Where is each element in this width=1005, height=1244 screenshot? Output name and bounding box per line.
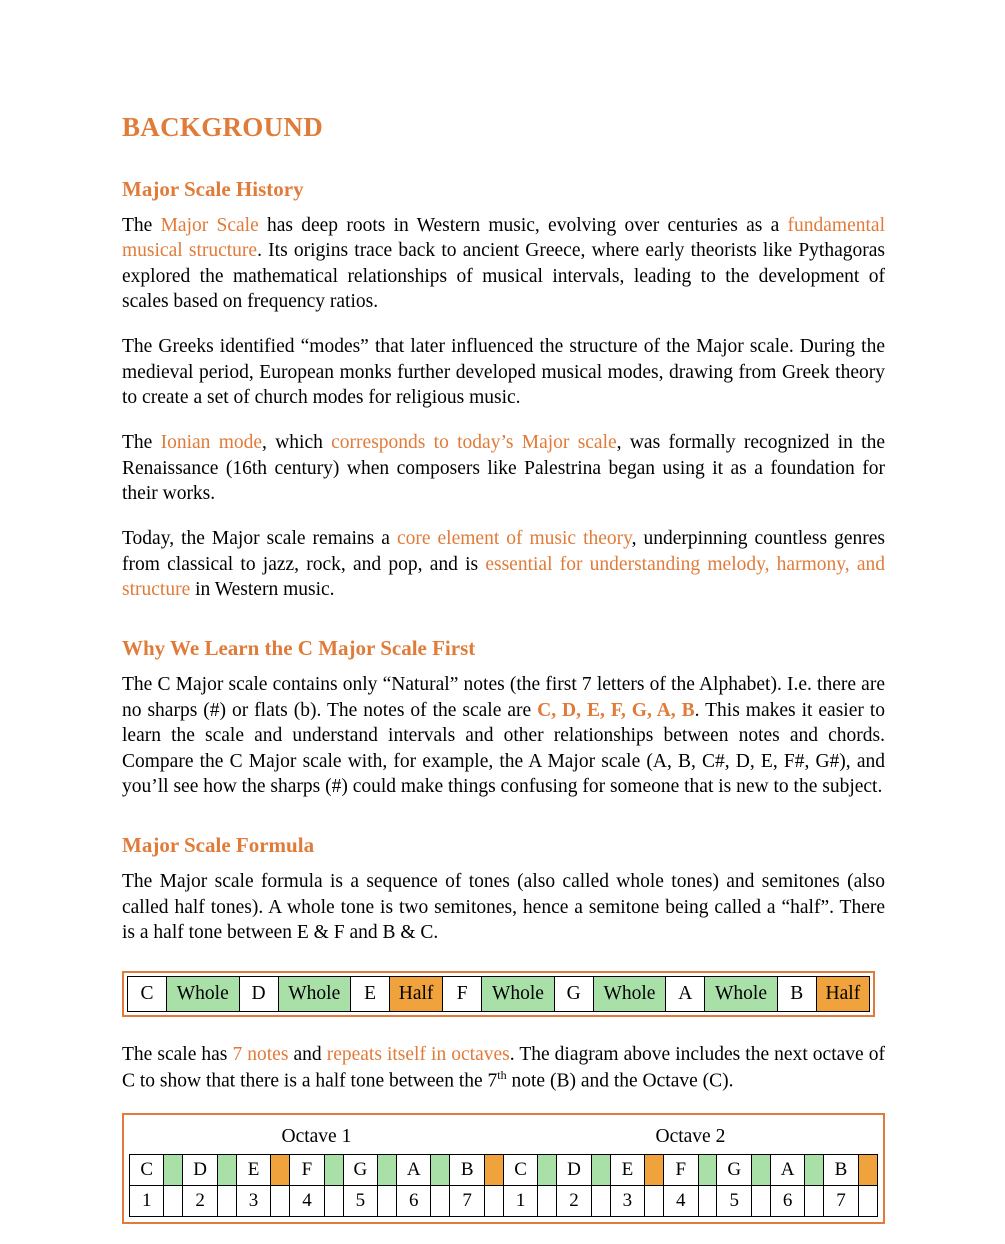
octave-degree: 3 [610, 1186, 644, 1217]
octave-gap-whole [217, 1155, 236, 1186]
octave-degree: 5 [717, 1186, 751, 1217]
octave-degree-gap [378, 1186, 397, 1217]
octave-degree-gap [271, 1186, 290, 1217]
octave-notes-row [130, 1155, 878, 1186]
text-run: , underpinning countless genres from classical to jazz, rock, and pop, and is [122, 528, 885, 575]
octave-degree: 5 [343, 1186, 377, 1217]
octave-note: B [450, 1155, 484, 1186]
formula-cell-note: E [351, 977, 390, 1012]
highlight-repeats-octaves: repeats itself in octaves [326, 1044, 510, 1066]
section-heading-why-c-major-first: Why We Learn the C Major Scale First [122, 636, 476, 661]
octave-degree-gap [591, 1186, 610, 1217]
octave-degree-gap [805, 1186, 824, 1217]
paragraph-history-4 [122, 526, 885, 602]
octave-note: B [824, 1155, 858, 1186]
octave-note: F [664, 1155, 698, 1186]
formula-diagram [122, 971, 875, 1017]
text-run: and [288, 1044, 327, 1066]
octave-diagram [122, 1113, 885, 1224]
octave-gap-whole [591, 1155, 610, 1186]
octave-gap-half [271, 1155, 290, 1186]
paragraph-history-3 [122, 430, 885, 506]
text-run: has deep roots in Western music, evolving over centuries as a [258, 215, 788, 236]
octave-degree: 3 [236, 1186, 270, 1217]
octave-gap-whole [805, 1155, 824, 1186]
formula-cell-half: Half [816, 977, 869, 1012]
formula-cell-note: C [128, 977, 167, 1012]
formula-row [128, 977, 870, 1012]
octave-note: E [610, 1155, 644, 1186]
paragraph-history-1 [122, 213, 885, 314]
octave-header-1: Octave 1 [130, 1120, 504, 1155]
octave-note: D [183, 1155, 217, 1186]
octave-numbers-row [130, 1186, 878, 1217]
octave-degree-gap [645, 1186, 664, 1217]
highlight-major-scale: Major Scale [160, 215, 259, 236]
highlight-c-major-notes: C, D, E, F, G, A, B [537, 699, 695, 721]
octave-gap-half [858, 1155, 877, 1186]
octave-note: D [557, 1155, 591, 1186]
formula-cell-note: B [777, 977, 816, 1012]
highlight-corresponds-major-scale: corresponds to today’s Major scale [331, 432, 617, 454]
octave-gap-half [484, 1155, 503, 1186]
octave-note: C [130, 1155, 164, 1186]
text-run: , was formally recognized in the Renaissance (16th century) when composers like Palestrina began using it as a foundation for their works. [122, 432, 885, 505]
octave-note: G [717, 1155, 751, 1186]
octave-note: E [236, 1155, 270, 1186]
octave-degree: 7 [450, 1186, 484, 1217]
formula-cell-whole: Whole [167, 977, 240, 1012]
octave-degree: 4 [664, 1186, 698, 1217]
octave-gap-whole [751, 1155, 770, 1186]
text-run: . Its origins trace back to ancient Greece, where early theorists like Pythagoras explored the mathematical relationships of musical intervals, leading to the development of scales based on frequency ratios. [122, 240, 885, 313]
octave-degree-gap [484, 1186, 503, 1217]
octave-header-2: Octave 2 [503, 1120, 877, 1155]
octave-degree: 1 [130, 1186, 164, 1217]
text-run: , which [262, 432, 332, 454]
octave-degree: 2 [183, 1186, 217, 1217]
octave-degree: 6 [770, 1186, 804, 1217]
formula-cell-note: A [666, 977, 705, 1012]
octave-degree-gap [431, 1186, 450, 1217]
text-run: The scale has [122, 1044, 233, 1066]
octave-degree-gap [698, 1186, 717, 1217]
highlight-essential-understanding: essential for understanding melody, harmony, and structure [122, 553, 885, 601]
octave-degree: 2 [557, 1186, 591, 1217]
octave-gap-whole [164, 1155, 183, 1186]
paragraph-history-2: The Greeks identified “modes” that later influenced the structure of the Major scale. During the medieval period, European monks further developed musical modes, drawing from Greek theory to create a set of church modes for religious music. [122, 336, 885, 409]
octave-gap-whole [324, 1155, 343, 1186]
formula-cell-whole: Whole [593, 977, 666, 1012]
octave-degree-gap [858, 1186, 877, 1217]
octave-degree: 4 [290, 1186, 324, 1217]
paragraph-octave-note [122, 1042, 885, 1093]
text-run: . The diagram above includes the next octave of C to show that there is a half tone between the 7 [122, 1044, 885, 1092]
section-heading-major-scale-history: Major Scale History [122, 177, 304, 201]
text-run: Today, the Major scale remains a [122, 528, 397, 550]
octave-degree: 7 [824, 1186, 858, 1217]
highlight-fundamental-musical-structure: fundamental musical structure [122, 215, 885, 262]
formula-cell-whole: Whole [482, 977, 555, 1012]
octave-note: A [770, 1155, 804, 1186]
octave-note: A [397, 1155, 431, 1186]
octave-gap-half [645, 1155, 664, 1186]
highlight-7-notes: 7 notes [232, 1044, 289, 1066]
octave-table [129, 1120, 878, 1217]
paragraph-why-c-major [122, 672, 885, 799]
octave-degree: 6 [397, 1186, 431, 1217]
octave-degree-gap [538, 1186, 557, 1217]
formula-cell-whole: Whole [278, 977, 351, 1012]
formula-cell-half: Half [390, 977, 443, 1012]
text-run: note (B) and the Octave (C). [506, 1070, 734, 1092]
formula-cell-note: G [554, 977, 593, 1012]
text-run: The [122, 432, 161, 454]
octave-note: C [503, 1155, 537, 1186]
superscript-th: th [497, 1067, 507, 1082]
formula-table [127, 976, 870, 1012]
octave-gap-whole [538, 1155, 557, 1186]
formula-cell-note: F [443, 977, 482, 1012]
octave-gap-whole [698, 1155, 717, 1186]
formula-cell-note: D [239, 977, 278, 1012]
octave-gap-whole [431, 1155, 450, 1186]
octave-header-row [130, 1120, 878, 1155]
paragraph-formula-intro: The Major scale formula is a sequence of tones (also called whole tones) and semitones (also called half tones). A whole tone is two semitones, hence a semitone being called a “half”. There is a half tone between E & F and B & C. [122, 871, 885, 943]
octave-note: G [343, 1155, 377, 1186]
octave-degree-gap [751, 1186, 770, 1217]
octave-note: F [290, 1155, 324, 1186]
octave-degree-gap [164, 1186, 183, 1217]
octave-gap-whole [378, 1155, 397, 1186]
text-run: The C Major scale contains only “Natural” notes (the first 7 letters of the Alphabet). I.e. there are no sharps (#) or flats (b). The notes of the scale are [122, 674, 885, 721]
highlight-ionian-mode: Ionian mode [160, 432, 263, 454]
text-run: . This makes it easier to learn the scale and understand intervals and other relationships between notes and chords. Compare the C Major scale with, for example, the A Major scale (A, B, C#, D, E, F#, G#), and you’ll see how the sharps (#) could make things confusing for someone that is new to the subject. [122, 699, 885, 797]
octave-degree: 1 [503, 1186, 537, 1217]
page-title: BACKGROUND [122, 112, 324, 142]
section-heading-major-scale-formula: Major Scale Formula [122, 833, 315, 858]
text-run: in Western music. [190, 579, 335, 601]
highlight-core-element: core element of music theory [396, 528, 632, 550]
text-run: The [122, 215, 161, 236]
octave-degree-gap [217, 1186, 236, 1217]
octave-degree-gap [324, 1186, 343, 1217]
formula-cell-whole: Whole [705, 977, 778, 1012]
